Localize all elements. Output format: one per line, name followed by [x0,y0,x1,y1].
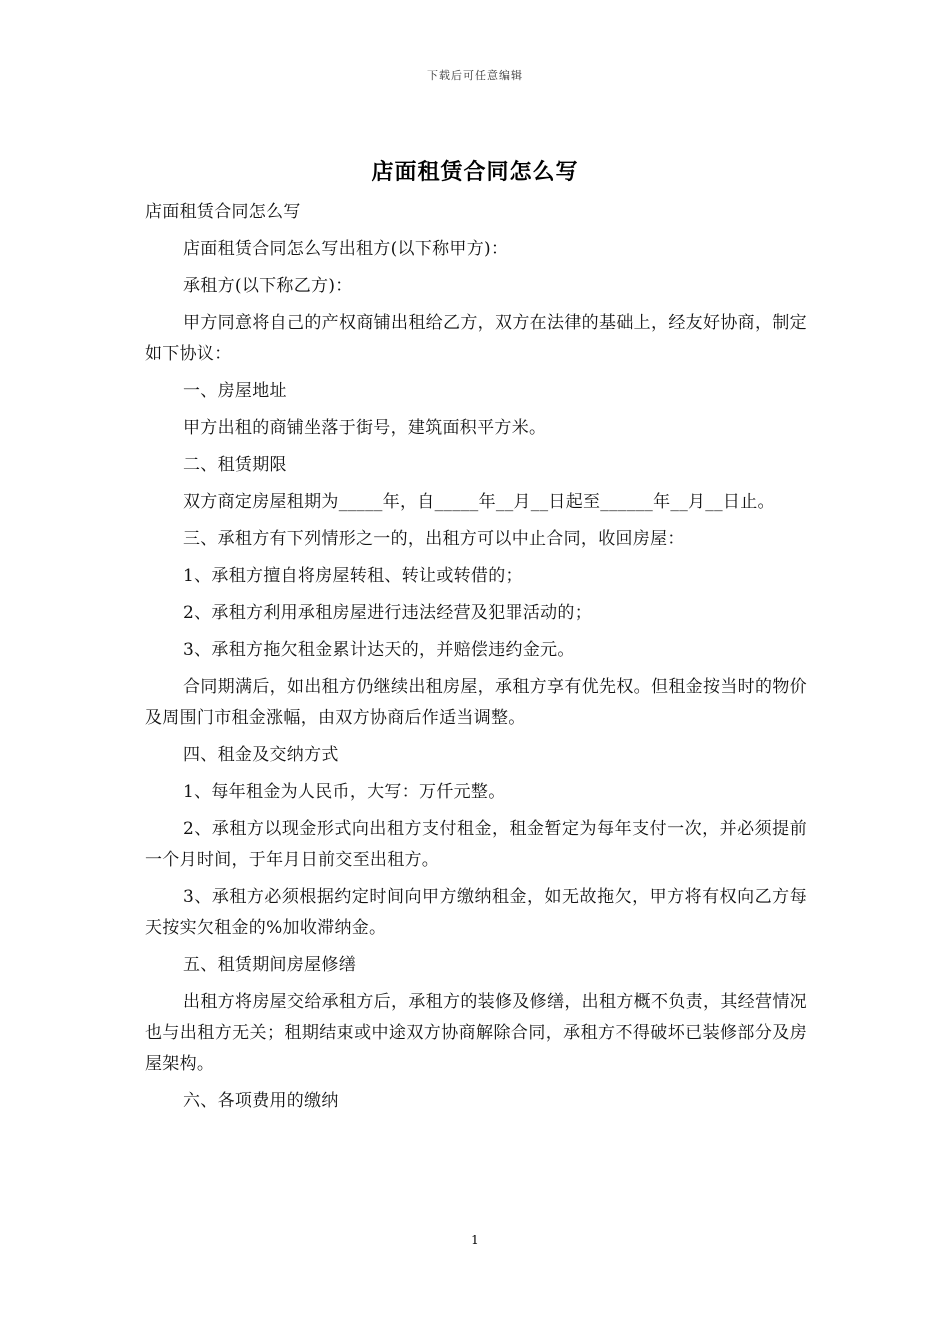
paragraph: 店面租赁合同怎么写出租方(以下称甲方)： [183,239,509,259]
paragraph: 合同期满后，如出租方仍继续出租房屋，承租方享有优先权。但租金按当时的物价及周围门市租金涨幅，由双方协商后作适当调整。 [145,677,807,728]
list-item: 3、承租方必须根据约定时间向甲方缴纳租金，如无故拖欠，甲方将有权向乙方每天按实欠租金的%加收滞纳金。 [145,887,807,938]
paragraph: 店面租赁合同怎么写 [145,202,301,222]
section-heading: 三、承租方有下列情形之一的，出租方可以中止合同，收回房屋： [183,529,685,549]
paragraph: 出租方将房屋交给承租方后，承租方的装修及修缮，出租方概不负责，其经营情况也与出租方无关；租期结束或中途双方协商解除合同，承租方不得破坏已装修部分及房屋架构。 [145,992,807,1074]
section-heading: 六、各项费用的缴纳 [183,1091,339,1111]
section-heading: 一、房屋地址 [183,381,287,401]
list-item: 2、承租方以现金形式向出租方支付租金，租金暂定为每年支付一次，并必须提前一个月时间，于年月日前交至出租方。 [145,819,807,870]
document-title: 店面租赁合同怎么写 [371,159,579,185]
section-heading: 五、租赁期间房屋修缮 [183,955,356,975]
document-body [145,197,807,1123]
paragraph: 双方商定房屋租期为_____年，自_____年__月__日起至______年__月__日止。 [183,492,775,512]
section-heading: 四、租金及交纳方式 [183,745,339,765]
list-item: 1、每年租金为人民币，大写：万仟元整。 [183,782,506,802]
list-item: 2、承租方利用承租房屋进行违法经营及犯罪活动的； [183,603,593,623]
list-item: 3、承租方拖欠租金累计达天的，并赔偿违约金元。 [183,640,575,660]
section-heading: 二、租赁期限 [183,455,287,475]
paragraph: 甲方同意将自己的产权商铺出租给乙方，双方在法律的基础上，经友好协商，制定如下协议： [145,313,807,364]
list-item: 1、承租方擅自将房屋转租、转让或转借的； [183,566,523,586]
header-note: 下载后可任意编辑 [427,69,523,82]
paragraph: 甲方出租的商铺坐落于街号，建筑面积平方米。 [183,418,547,438]
page-number: 1 [471,1233,479,1247]
paragraph: 承租方(以下称乙方)： [183,276,353,296]
